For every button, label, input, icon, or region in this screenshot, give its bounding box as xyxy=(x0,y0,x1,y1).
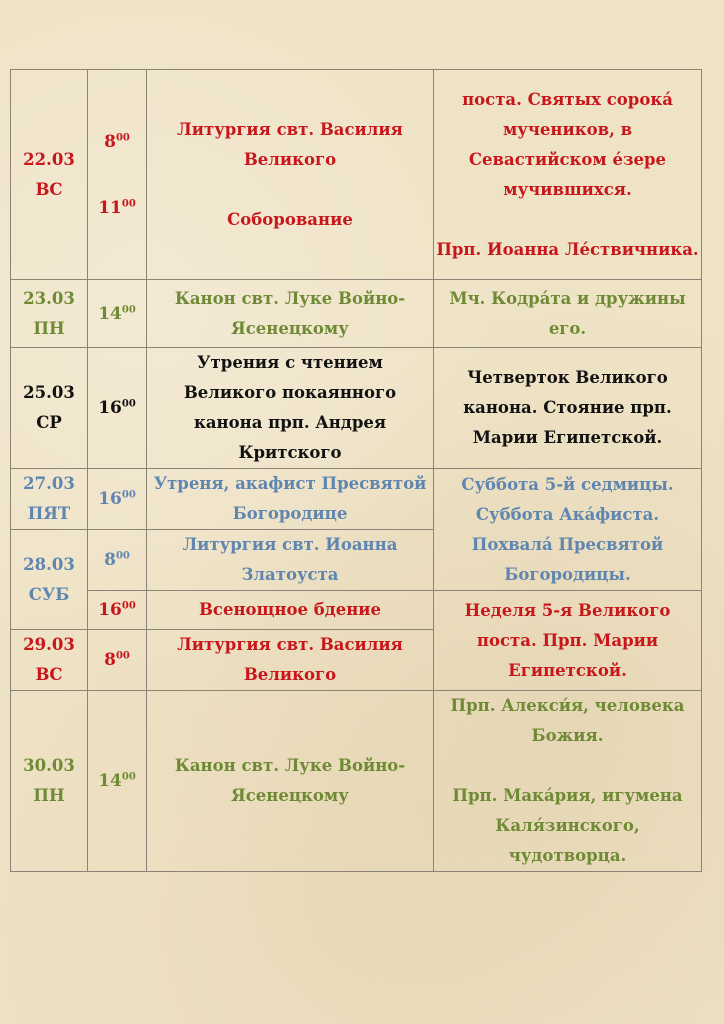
commemoration-cell xyxy=(434,70,702,280)
time-cell xyxy=(88,530,147,591)
service-text: Соборование xyxy=(227,209,353,229)
commemoration-text: Прп. Иоанна Ле́ствичника. xyxy=(436,239,699,259)
date: 22.03 xyxy=(23,149,75,169)
commemoration-text: поста. Святых сорока́ мучеников, в Севастийском е́зере мучившихся. xyxy=(462,89,673,199)
date-cell xyxy=(11,691,88,872)
commemoration-cell: Неделя 5-я Великого поста. Прп. Марии Египетской. xyxy=(434,591,702,691)
date-cell xyxy=(11,530,88,630)
weekday: ВС xyxy=(35,179,63,199)
date: 28.03 xyxy=(23,554,75,574)
weekday: ВС xyxy=(35,665,63,684)
time-cell xyxy=(88,70,147,280)
time-cell xyxy=(88,469,147,530)
time: $14^{00}$ xyxy=(98,303,136,324)
date: 29.03 xyxy=(23,635,75,654)
table-row xyxy=(11,691,702,872)
date-cell xyxy=(11,280,88,348)
time: $16^{00}$ xyxy=(98,489,136,509)
time-cell xyxy=(88,280,147,348)
weekday: ПН xyxy=(33,318,65,338)
service-cell: Утреня, акафист Пресвятой Богородице xyxy=(147,469,434,530)
service-cell: Канон свт. Луке Войно-Ясенецкому xyxy=(147,691,434,872)
service-cell: Всенощное бдение xyxy=(147,591,434,630)
service-cell: Канон свт. Луке Войно-Ясенецкому xyxy=(147,280,434,348)
time: $8^{00}$ xyxy=(104,131,130,152)
date-cell xyxy=(11,630,88,691)
service-cell: Литургия свт. Иоанна Златоуста xyxy=(147,530,434,591)
date: 30.03 xyxy=(23,756,75,775)
commemoration-cell: Мч. Кодра́та и дружины его. xyxy=(434,280,702,348)
weekday: СР xyxy=(36,413,62,432)
time: $16^{00}$ xyxy=(98,600,136,620)
time: $14^{00}$ xyxy=(98,771,136,791)
date-cell xyxy=(11,70,88,280)
commemoration-cell: Суббота 5-й седмицы. Суббота Ака́фиста. Похвала́ Пресвятой Богородицы. xyxy=(434,469,702,591)
weekday: СУБ xyxy=(28,584,70,604)
date-cell xyxy=(11,469,88,530)
service-text: Литургия свт. Василия Великого xyxy=(177,119,403,169)
time-cell xyxy=(88,591,147,630)
table-row xyxy=(11,591,702,630)
time: $8^{00}$ xyxy=(104,550,130,570)
weekday: ПЯТ xyxy=(27,504,71,523)
time-cell xyxy=(88,630,147,691)
service-cell: Литургия свт. Василия Великого xyxy=(147,630,434,691)
weekday: ПН xyxy=(33,786,65,805)
service-cell: Утрения с чтением Великого покаянного канона прп. Андрея Критского xyxy=(147,348,434,469)
date: 25.03 xyxy=(23,383,75,402)
table-row xyxy=(11,70,702,280)
time-cell xyxy=(88,691,147,872)
table-row xyxy=(11,280,702,348)
time: $11^{00}$ xyxy=(98,197,136,218)
commemoration-cell: Четверток Великого канона. Стояние прп. Марии Египетской. xyxy=(434,348,702,469)
date: 23.03 xyxy=(23,288,75,308)
service-cell xyxy=(147,70,434,280)
table-row xyxy=(11,469,702,530)
date-cell xyxy=(11,348,88,469)
commemoration-text: Прп. Алекси́я, человека Божия. xyxy=(450,696,685,745)
time: $8^{00}$ xyxy=(104,650,130,670)
table-row xyxy=(11,348,702,469)
date: 27.03 xyxy=(23,474,75,493)
time: $16^{00}$ xyxy=(98,398,136,418)
time-cell xyxy=(88,348,147,469)
commemoration-text: Прп. Мака́рия, игумена Каля́зинского, чудотворца. xyxy=(452,786,683,865)
commemoration-cell xyxy=(434,691,702,872)
schedule-table xyxy=(10,69,702,872)
